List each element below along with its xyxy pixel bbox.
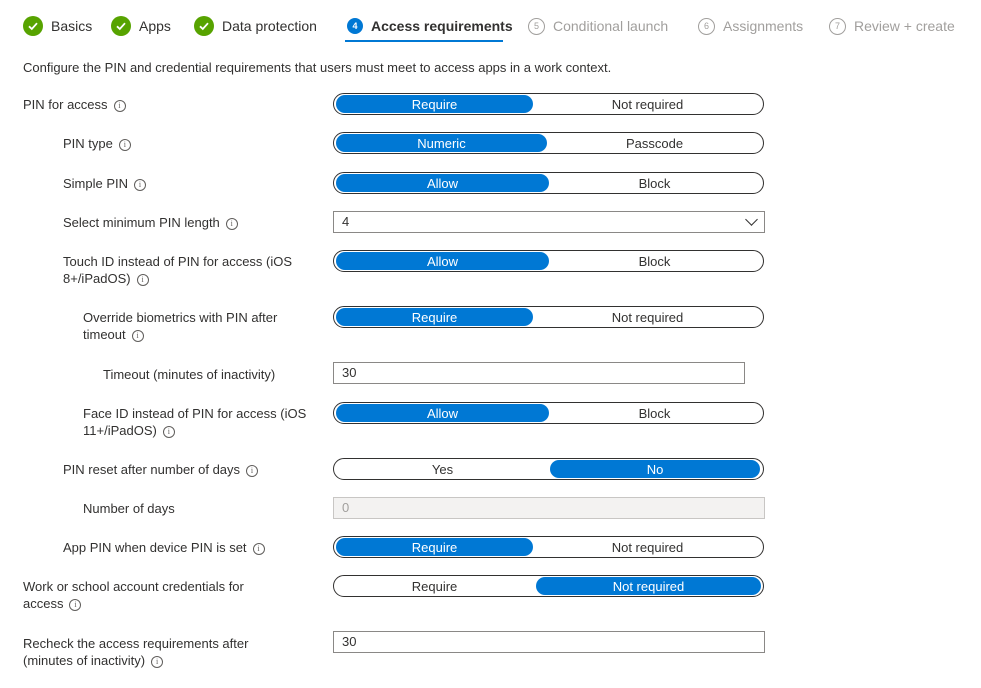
info-icon[interactable]: i	[246, 465, 258, 477]
face-id-label: Face ID instead of PIN for access (iOS 11+/iPadOS) i	[83, 406, 307, 438]
step-label: Access requirements	[371, 18, 513, 34]
dropdown-value: 4	[342, 214, 350, 229]
option-allow[interactable]: Allow	[336, 174, 549, 192]
info-icon[interactable]: i	[119, 139, 131, 151]
option-numeric[interactable]: Numeric	[336, 134, 547, 152]
info-icon[interactable]: i	[132, 330, 144, 342]
app-pin-toggle[interactable]	[333, 536, 764, 558]
option-not-required[interactable]: Not required	[611, 539, 684, 555]
active-step-underline	[345, 40, 503, 42]
page-description: Configure the PIN and credential requirements that users must meet to access apps in a work context.	[23, 60, 612, 75]
step-data-protection[interactable]	[194, 15, 317, 37]
pin-reset-toggle[interactable]	[333, 458, 764, 480]
pin-type-toggle[interactable]	[333, 132, 764, 154]
info-icon[interactable]: i	[69, 599, 81, 611]
timeout-label: Timeout (minutes of inactivity)	[103, 367, 276, 382]
option-block[interactable]: Block	[638, 405, 671, 421]
checkmark-icon	[23, 16, 43, 36]
step-review-create[interactable]	[829, 15, 955, 37]
step-label: Basics	[51, 18, 93, 34]
step-apps[interactable]	[111, 15, 171, 37]
option-require[interactable]: Require	[336, 538, 533, 556]
option-not-required[interactable]: Not required	[611, 309, 684, 325]
work-credentials-toggle[interactable]	[333, 575, 764, 597]
info-icon[interactable]: i	[137, 274, 149, 286]
override-biometrics-label: Override biometrics with PIN after timeout i	[83, 310, 278, 342]
simple-pin-toggle[interactable]	[333, 172, 764, 194]
step-number-icon: 6	[698, 18, 715, 35]
touch-id-toggle[interactable]	[333, 250, 764, 272]
step-assignments[interactable]	[698, 15, 803, 37]
pin-for-access-toggle[interactable]	[333, 93, 764, 115]
step-access-requirements[interactable]	[347, 15, 513, 37]
option-not-required[interactable]: Not required	[536, 577, 761, 595]
info-icon[interactable]: i	[151, 656, 163, 668]
option-allow[interactable]: Allow	[336, 252, 549, 270]
touch-id-label: Touch ID instead of PIN for access (iOS 8+/iPadOS) i	[63, 254, 293, 286]
step-conditional-launch[interactable]	[528, 15, 668, 37]
step-label: Assignments	[723, 18, 804, 34]
option-passcode[interactable]: Passcode	[625, 135, 684, 151]
work-credentials-label: Work or school account credentials for access i	[23, 579, 244, 611]
override-biometrics-toggle[interactable]	[333, 306, 764, 328]
step-number-icon: 5	[528, 18, 545, 35]
recheck-input[interactable]: 30	[333, 631, 765, 653]
number-of-days-label: Number of days	[83, 501, 175, 516]
step-label: Conditional launch	[553, 18, 669, 34]
option-block[interactable]: Block	[638, 253, 671, 269]
step-number-icon: 7	[829, 18, 846, 35]
info-icon[interactable]: i	[163, 426, 175, 438]
simple-pin-label: Simple PIN i	[63, 175, 146, 192]
option-not-required[interactable]: Not required	[611, 96, 684, 112]
step-label: Review + create	[854, 18, 955, 34]
min-pin-length-label: Select minimum PIN length i	[63, 214, 238, 231]
app-pin-label: App PIN when device PIN is set i	[63, 539, 265, 556]
option-require[interactable]: Require	[411, 578, 458, 594]
pin-type-label: PIN type i	[63, 135, 131, 152]
chevron-down-icon	[745, 213, 758, 226]
info-icon[interactable]: i	[253, 543, 265, 555]
wizard-steps	[0, 0, 981, 50]
info-icon[interactable]: i	[114, 100, 126, 112]
step-number-icon: 4	[347, 18, 363, 34]
option-no[interactable]: No	[550, 460, 760, 478]
recheck-label: Recheck the access requirements after (minutes of inactivity) i	[23, 636, 249, 668]
step-label: Apps	[139, 18, 171, 34]
face-id-toggle[interactable]	[333, 402, 764, 424]
option-allow[interactable]: Allow	[336, 404, 549, 422]
option-require[interactable]: Require	[336, 308, 533, 326]
number-of-days-input: 0	[333, 497, 765, 519]
pin-for-access-label: PIN for access i	[23, 96, 126, 113]
step-label: Data protection	[222, 18, 317, 34]
pin-reset-label: PIN reset after number of days i	[63, 461, 258, 478]
option-yes[interactable]: Yes	[431, 461, 454, 477]
step-basics[interactable]	[23, 15, 92, 37]
option-require[interactable]: Require	[336, 95, 533, 113]
info-icon[interactable]: i	[134, 179, 146, 191]
checkmark-icon	[111, 16, 131, 36]
option-block[interactable]: Block	[638, 175, 671, 191]
timeout-input[interactable]: 30	[333, 362, 745, 384]
checkmark-icon	[194, 16, 214, 36]
info-icon[interactable]: i	[226, 218, 238, 230]
min-pin-length-dropdown[interactable]	[333, 211, 765, 233]
